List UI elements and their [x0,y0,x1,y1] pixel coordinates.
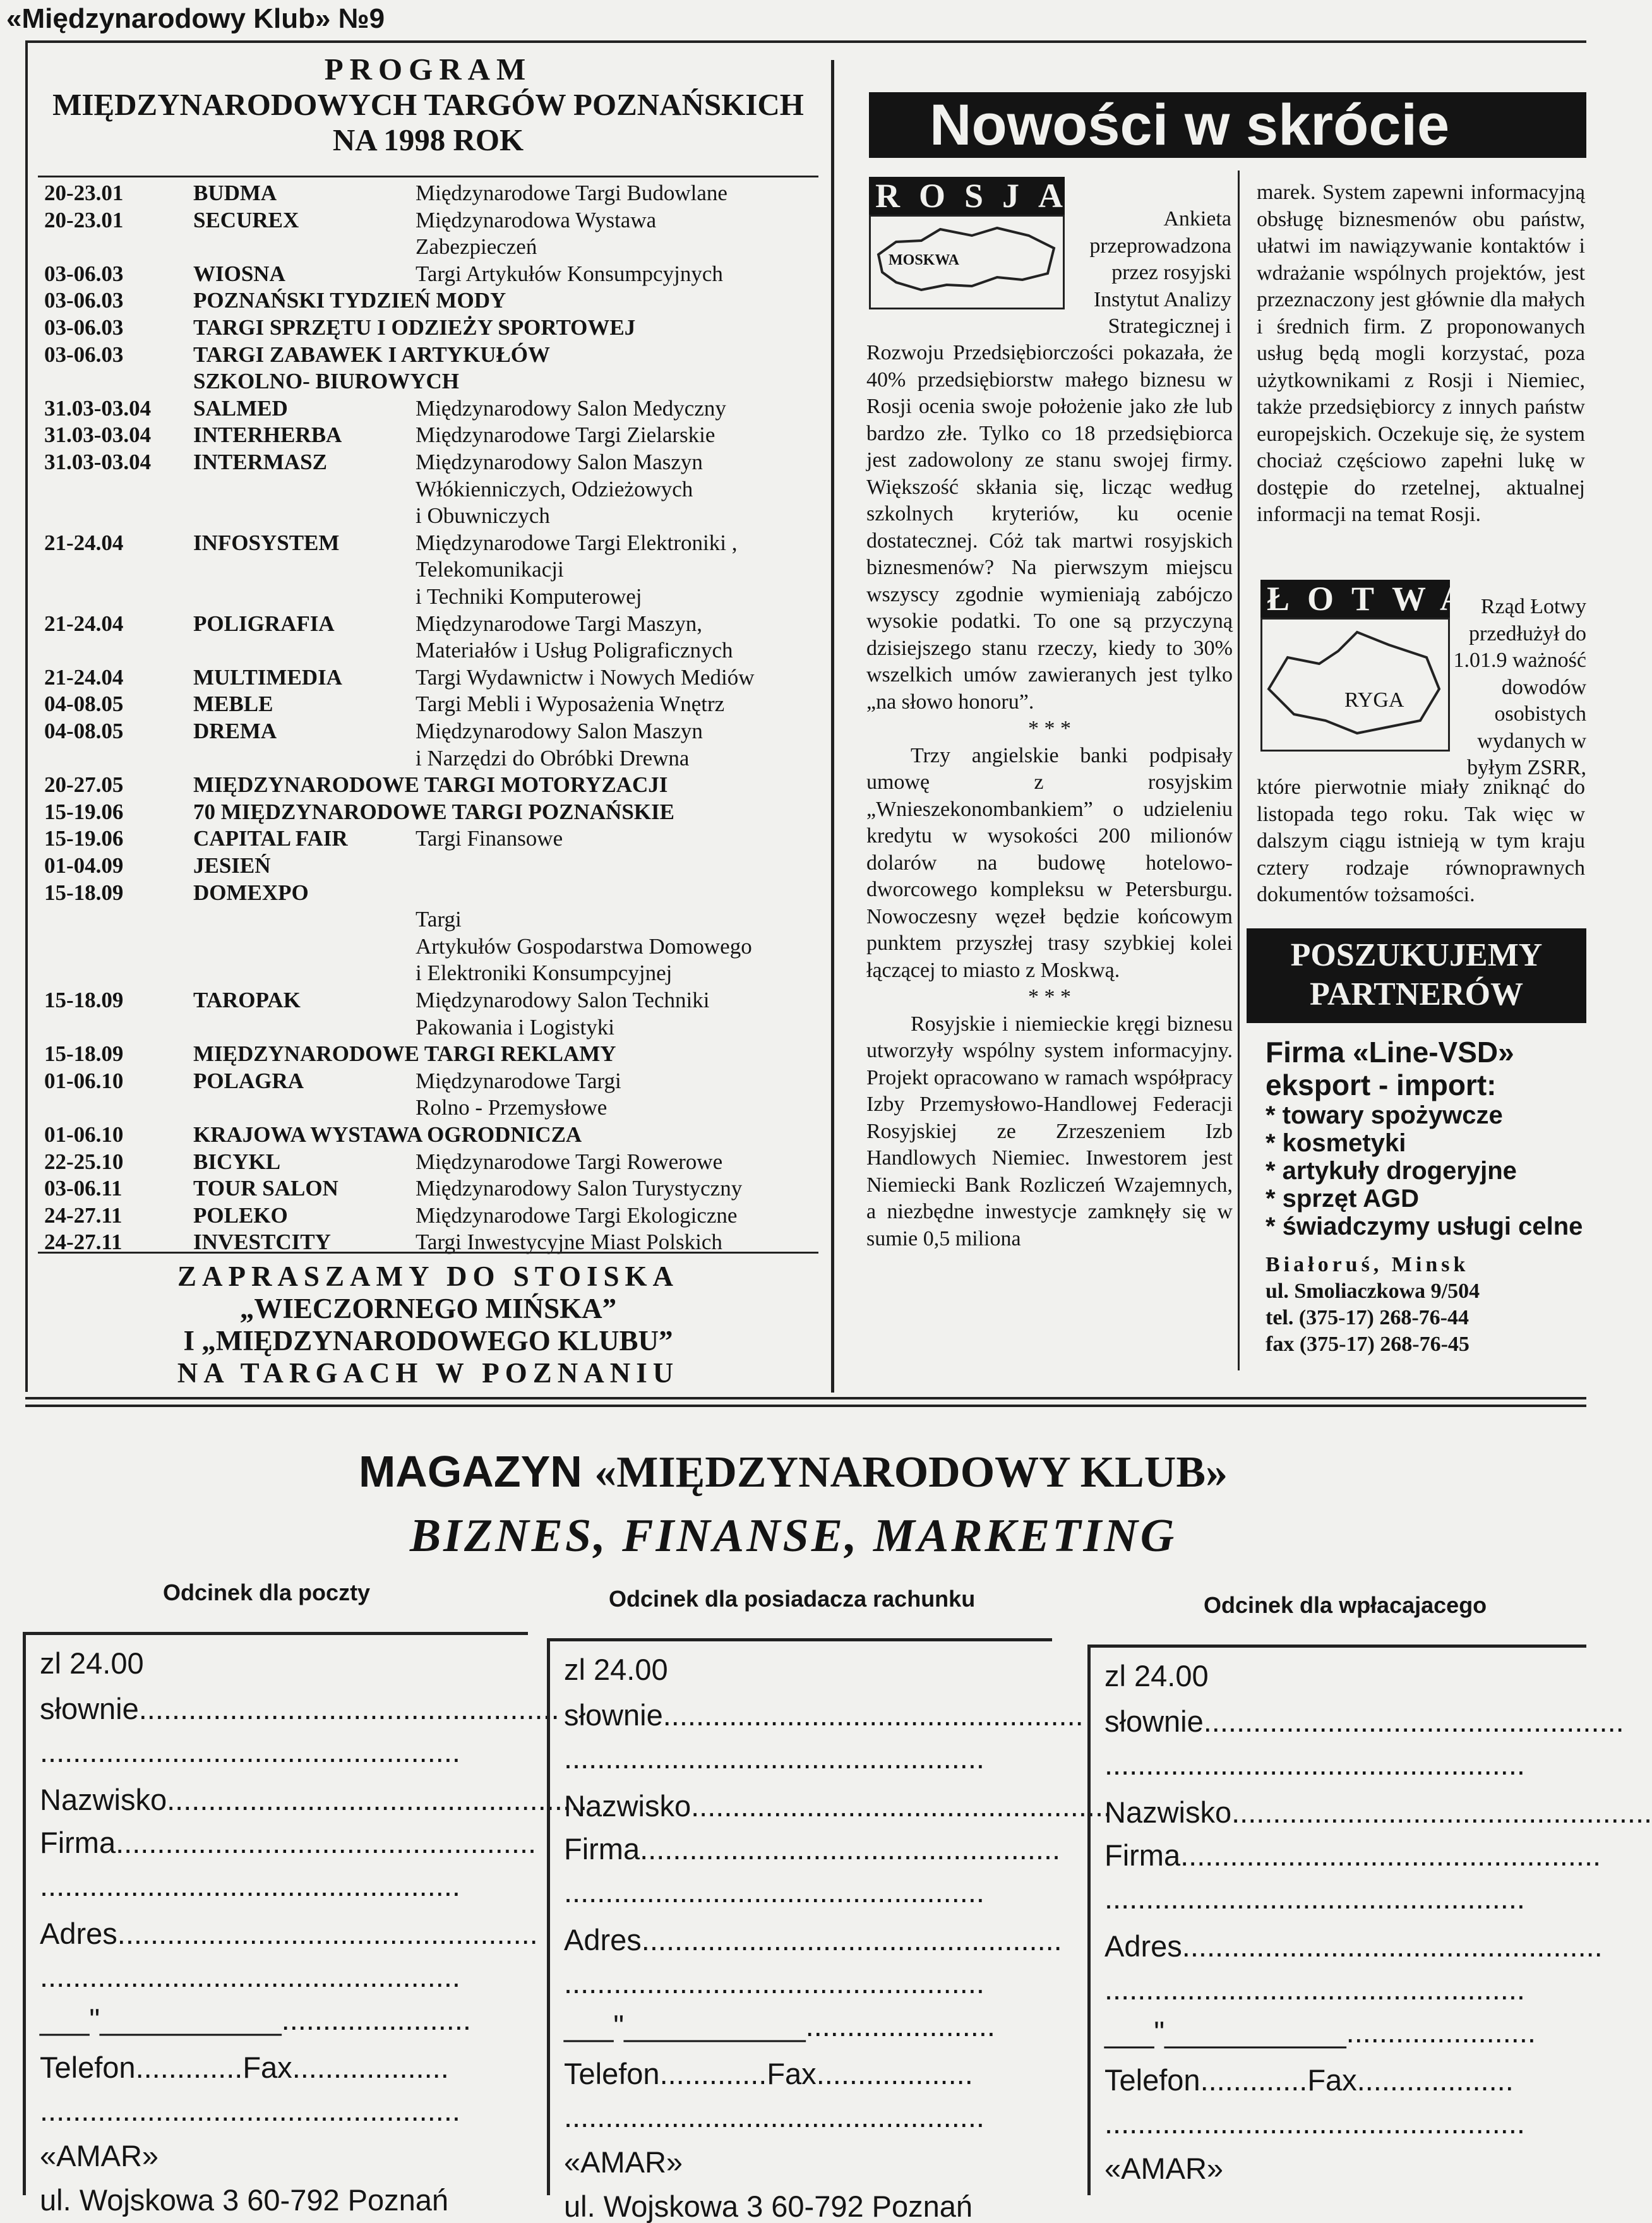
program-row [44,880,821,906]
event-description: Artykułów Gospodarstwa Domowego [416,933,752,959]
fax-label: Fax [767,2057,817,2090]
coupon-line [40,1783,588,1816]
coupon-line [564,2058,1050,2090]
event-date: 03-06.03 [44,315,124,340]
event-description: i Obuwniczych [416,503,550,529]
program-row [44,800,821,825]
fill-in-field[interactable]: ................................................... [40,1960,460,1993]
lotwa-lead-line: Rząd Łotwy [1480,595,1586,618]
event-description: Targi Finansowe [416,826,563,851]
event-name: POLEKO [193,1202,288,1228]
lotwa-lead [1452,594,1586,782]
fill-in-field[interactable]: ................................................... [1104,1881,1525,1915]
coupon-adres: Adres [564,1923,642,1956]
partners-heading-line: PARTNERÓW [1309,976,1524,1012]
lotwa-lead-line: przedłużył do [1469,621,1586,645]
event-description: Międzynarodowy Salon Maszyn [416,450,703,474]
event-description: Materiałów i Usług Poligraficznych [416,638,733,663]
event-date: 03-06.03 [44,342,124,367]
signature-field[interactable]: ___"___________....................... [1104,2015,1536,2049]
coupon-line [1104,1795,1652,1829]
payment-coupon [1087,1645,1652,2195]
fax-field[interactable]: ................... [292,2051,449,2084]
coupon-adres-field[interactable]: ................................................... [117,1917,538,1950]
payment-coupon [547,1638,1112,2223]
event-description: Targi Artykułów Konsumpcyjnych [416,261,723,286]
coupon-slownie: słownie [40,1692,139,1725]
coupon-line [564,1698,1084,1732]
payment-coupon [23,1632,588,2217]
program-row [44,907,821,932]
lotwa-lead-line: osobistych [1494,702,1586,726]
telefon-field[interactable]: ............. [659,2057,767,2090]
coupon-line [40,2095,526,2126]
fill-in-field[interactable]: ................................................... [40,1735,460,1768]
left-rule [25,40,28,1392]
coupon-line [1104,1974,1584,2005]
telefon-label: Telefon [1104,2063,1200,2097]
event-date: 15-19.06 [44,799,124,824]
event-name: INTERMASZ [193,450,327,474]
event-name: DOMEXPO [193,880,309,905]
contact-fax: fax (375-17) 268-76-45 [1266,1333,1469,1356]
coupon-line [1104,2153,1584,2184]
event-name: BICYKL [193,1149,281,1174]
event-description: Rolno - Przemysłowe [416,1095,608,1120]
rosja-lead-line: Instytut Analizy [1093,287,1231,311]
telefon-label: Telefon [564,2057,660,2090]
program-row [44,557,821,582]
event-description: Targi Wydawnictw i Nowych Mediów [416,664,755,690]
event-name: JESIEŃ [193,853,271,878]
page-header: «Międzynarodowy Klub» №9 [6,3,385,34]
event-date: 01-06.10 [44,1122,124,1147]
coupon-recipient: «AMAR» [1104,2152,1224,2185]
fill-in-field[interactable]: ................................................... [1104,2106,1525,2140]
telefon-label: Telefon [40,2051,136,2084]
event-date: 31.03-03.04 [44,395,152,421]
rosja-paragraph: Rosyjskie i niemieckie kręgi biznesu utworzyły wspólny system informacyjny. Projekt opracowano w ramach współpracy Izby Przemysłowo-Handlowej Federacji Rosyjskiej ze Zrzeszeniem Izb Handlowych Niemiec. Inwestorem jest Niemiecki Bank Rozliczeń Wzajemnych, a niezbędne inwestycje zamknęły się w sumie 0,5 miliona [866,1012,1233,1250]
coupon-nazwisko: Nazwisko [1104,1795,1232,1829]
coupon-nazwisko: Nazwisko [40,1783,167,1816]
program-row [44,826,821,851]
event-description: Międzynarodowe Targi Rowerowe [416,1149,723,1174]
event-date: 20-23.01 [44,207,124,232]
coupon-line [40,1961,526,1992]
program-row [44,746,821,771]
partner-item: * towary spożywcze [1266,1101,1503,1129]
program-row [44,422,821,448]
magazine-name: «MIĘDZYNARODOWY KLUB» [594,1448,1228,1497]
partners-offer [1266,1036,1586,1358]
coupon-amount: zl 24.00 [1104,1659,1209,1693]
partner-item: * kosmetyki [1266,1129,1406,1157]
coupon-line [564,1654,1050,1686]
coupon-nazwisko: Nazwisko [564,1789,691,1823]
invitation-line: ZAPRASZAMY DO STOISKA [177,1261,679,1292]
coupon-nazwisko-field[interactable]: ................................................... [167,1783,588,1816]
fax-label: Fax [1307,2063,1357,2097]
event-name: MIĘDZYNARODOWE TARGI MOTORYZACJI [193,772,668,798]
event-description: i Elektroniki Konsumpcyjnej [416,961,673,986]
program-row [44,450,821,475]
coupon-line [1104,1838,1601,1872]
coupon-line [40,1826,537,1859]
signature-field[interactable]: ___"___________....................... [40,2003,471,2036]
program-bottom-rule [38,1252,818,1254]
coupon-line [564,2101,1050,2133]
contact-country: Białoruś, Minsk [1266,1253,1469,1276]
program-row [44,208,821,233]
program-row [44,665,821,690]
rosja-articles [866,340,1233,1363]
coupon-slownie: słownie [1104,1705,1204,1738]
right-column-text [1257,179,1585,549]
coupon-slownie-field[interactable]: ................................................... [138,1692,560,1725]
invitation [38,1261,818,1389]
rosja-paragraph: Rozwoju Przedsiębiorczości pokazała, że 40% przedsiębiorstw małego biznesu w Rosji ocenia swoje położenie jako złe lub bardzo złe. Tylko co 18 przedsiębiorca jest zadowolony ze stanu swojej firmy. Większość skłania się, licząc według szkolnych kryteriów, ku ocenie dostatecznej. Cóż tak martwi rosyjskich biznesmenów? Na pierwszym miejscu wszyscy zgodnie wymieniają zabójczo wysokie podatki. To one są przyczyną dzisiejszego stanu rzeczy, kiedy to 30% wszelkich umów zawieranych jest tylko „na słowo honoru”. [866,341,1233,714]
program-row [44,1122,821,1147]
coupon-adres-field[interactable]: ................................................... [1182,1929,1603,1963]
coupon-slownie-field[interactable]: ................................................... [1203,1705,1624,1738]
coupon-line [40,2140,526,2172]
rosja-lead-line: Strategicznej i [1108,315,1231,338]
event-description: Międzynarodowy Salon Medyczny [416,395,726,421]
program-row [44,853,821,878]
event-date: 03-06.03 [44,261,124,286]
partners-heading-line: POSZUKUJEMY [1290,937,1543,973]
event-name: MULTIMEDIA [193,664,342,690]
program-row [44,315,821,340]
program-row [44,1041,821,1067]
magazine-title [0,1446,1586,1498]
lotwa-lead-line: 1.01.9 ważność [1453,649,1586,672]
coupon-recipient: «AMAR» [40,2139,159,2172]
contact-tel: tel. (375-17) 268-76-44 [1266,1306,1469,1329]
event-date: 15-19.06 [44,826,124,851]
rosja-lead-line: przez rosyjski [1111,261,1231,284]
event-name: SECUREX [193,207,299,232]
program-row [44,988,821,1013]
event-description: Międzynarodowe Targi Zielarskie [416,422,715,448]
partner-item: * świadczymy usługi celne [1266,1213,1583,1240]
event-name: KRAJOWA WYSTAWA OGRODNICZA [193,1122,582,1147]
coupon-line [1104,1705,1624,1738]
coupon-amount: zl 24.00 [40,1646,144,1680]
coupon-caption: Odcinek dla wpłacajacego [1204,1592,1487,1618]
event-name: TAROPAK [193,988,301,1012]
coupon-line [564,1876,1050,1908]
program-row [44,1095,821,1120]
event-description: Międzynarodowy Salon Maszyn [416,719,703,743]
program-title-line: PROGRAM [324,52,532,87]
coupon-adres: Adres [40,1917,117,1950]
coupon-slownie: słownie [564,1698,663,1732]
event-description: Międzynarodowe Targi Budowlane [416,181,727,205]
invitation-line: NA TARGACH W POZNANIU [177,1357,679,1389]
coupon-line [564,1789,1112,1823]
event-description: Pakowania i Logistyki [416,1014,614,1040]
fill-in-field[interactable]: ................................................... [1104,1747,1525,1781]
coupon-amount: zl 24.00 [564,1653,668,1686]
fill-in-field[interactable]: ................................................... [564,2100,985,2133]
program-row [44,961,821,986]
program-title-line: MIĘDZYNARODOWYCH TARGÓW POZNAŃSKICH [52,87,804,122]
program-row [44,692,821,717]
event-name: MIĘDZYNARODOWE TARGI REKLAMY [193,1041,616,1067]
event-name: TOUR SALON [193,1176,338,1201]
moskwa-label: MOSKWA [889,252,960,268]
coupon-line [564,2191,1050,2222]
program-row [44,611,821,637]
event-description: i Techniki Komputerowej [416,584,642,609]
partner-items-list [1266,1101,1586,1240]
event-description: Międzynarodowe Targi [416,1068,621,1093]
coupon-line [564,1967,1050,1999]
coupon-line [1104,2016,1584,2048]
contact-street: ul. Smoliaczkowa 9/504 [1266,1279,1480,1303]
news-heading: Nowości w skrócie [869,92,1586,158]
coupon-line [564,2147,1050,2178]
program-row [44,342,821,368]
coupon-line [1104,1929,1603,1963]
event-description: Zabezpieczeń [416,234,537,260]
coupon-line [1104,1660,1584,1692]
event-date: 24-27.11 [44,1230,123,1255]
fax-field[interactable]: ................... [816,2057,973,2090]
program-row [44,261,821,287]
coupon-slownie-field[interactable]: ................................................... [662,1698,1084,1732]
program-row [44,638,821,663]
event-name: SALMED [193,395,288,421]
coupon-adres-field[interactable]: ................................................... [641,1923,1062,1956]
program-row [44,584,821,609]
partner-item: * artykuły drogeryjne [1266,1157,1517,1185]
event-name: SZKOLNO- BIUROWYCH [193,369,460,394]
program-row [44,1069,821,1094]
event-name: MEBLE [193,692,273,717]
fax-field[interactable]: ................... [1356,2063,1514,2097]
event-name: 70 MIĘDZYNARODOWE TARGI POZNAŃSKIE [193,799,674,824]
event-name: CAPITAL FAIR [193,826,348,851]
russia-map-icon [869,215,1065,309]
event-description: Międzynarodowy Salon Techniki [416,988,710,1012]
coupon-nazwisko-field[interactable]: ................................................... [1231,1795,1652,1829]
coupon-firma-field[interactable]: ................................................... [116,1826,537,1859]
coupon-firma-field[interactable]: ................................................... [1180,1838,1601,1872]
coupon-firma: Firma [1104,1838,1181,1872]
lotwa-lead-line: dowodów [1501,675,1586,699]
rosja-lead-line: Ankieta [1163,207,1231,231]
lotwa-lead-line: byłym ZSRR, [1467,756,1586,779]
firm-activity: eksport - import: [1266,1069,1497,1101]
coupon-adres: Adres [1104,1929,1182,1963]
coupon-nazwisko-field[interactable]: ................................................... [691,1789,1112,1823]
rosja-lead-line: przeprowadzona [1089,234,1231,258]
separator-stars: * * * [1028,717,1071,740]
coupon-address-line: ul. Wojskowa 3 60-792 Poznań [564,2190,973,2223]
partners-heading [1247,928,1586,1023]
column-divider [831,60,834,1393]
coupon-line [40,2004,526,2035]
coupon-firma: Firma [40,1826,116,1859]
event-date: 03-06.03 [44,288,124,313]
event-description: Międzynarodowe Targi Elektroniki , [416,530,738,555]
coupon-line [1104,1749,1584,1780]
program-row [44,1015,821,1040]
fill-in-field[interactable]: ................................................... [40,1869,460,1902]
coupon-line [564,1923,1062,1956]
separator-stars: * * * [1028,985,1071,1009]
ryga-label: RYGA [1344,688,1404,712]
event-date: 20-23.01 [44,181,124,205]
program-row [44,530,821,556]
fax-label: Fax [242,2051,292,2084]
coupon-line [40,2052,526,2083]
coupon-firma: Firma [564,1832,640,1866]
event-description: Włókienniczych, Odzieżowych [416,476,693,501]
event-name: POLIGRAFIA [193,611,335,636]
magazine-prefix: MAGAZYN [358,1447,595,1496]
firm-name: Firma «Line-VSD» [1266,1036,1514,1069]
program-row [44,181,821,206]
section-rule [25,1405,1586,1407]
coupon-line [1104,2064,1584,2096]
coupon-line [40,1917,538,1950]
event-name: INVESTCITY [193,1230,331,1255]
telefon-field[interactable]: ............. [1200,2063,1308,2097]
event-description: Międzynarodowe Targi Ekologiczne [416,1202,738,1228]
fill-in-field[interactable]: ................................................... [564,1966,985,1999]
event-date: 04-08.05 [44,692,124,717]
event-description: Targi Inwestycyjne Miast Polskich [416,1230,722,1255]
event-date: 01-04.09 [44,853,124,878]
invitation-line: I „MIĘDZYNARODOWEGO KLUBU” [183,1325,673,1357]
top-rule [25,40,1586,43]
latvia-map-icon [1260,618,1450,752]
fill-in-field[interactable]: ................................................... [564,1741,985,1775]
event-description: Targi Mebli i Wyposażenia Wnętrz [416,692,725,717]
event-description: Telekomunikacji [416,557,564,582]
event-date: 15-18.09 [44,880,124,905]
event-description: i Narzędzi do Obróbki Drewna [416,745,690,770]
column-divider-right [1238,171,1240,1370]
coupon-recipient: «AMAR» [564,2145,683,2179]
partner-item: * sprzęt AGD [1266,1185,1420,1213]
coupon-line [40,1870,526,1902]
event-name: POLAGRA [193,1068,304,1093]
event-description: Międzynarodowy Salon Turystyczny [416,1176,743,1201]
program-row [44,503,821,529]
event-date: 31.03-03.04 [44,422,152,448]
event-name: TARGI ZABAWEK I ARTYKUŁÓW [193,342,551,367]
event-name: INTERHERBA [193,422,342,448]
program-title-line: NA 1998 ROK [332,123,524,157]
program-row [44,934,821,959]
event-description: Międzynarodowa Wystawa [416,207,657,232]
coupon-line [564,2010,1050,2042]
lotwa-lead-line: wydanych w [1477,729,1586,753]
coupon-line [40,1648,526,1679]
fill-in-field[interactable]: ................................................... [564,1875,985,1908]
article-paragraph: które pierwotnie miały zniknąć do listopada tego roku. Tak więc w dalszym ciągu istnieją w tym kraju cztery rodzaje równoprawnych dokumentów tożsamości. [1257,776,1585,906]
lotwa-label: ŁOTWA [1260,580,1450,618]
event-date: 24-27.11 [44,1202,123,1228]
invitation-line: „WIECZORNEGO MIŃSKA” [239,1293,617,1324]
event-date: 21-24.04 [44,664,124,690]
event-name: WIOSNA [193,261,285,286]
program-row [44,772,821,798]
coupon-line [1104,1883,1584,1914]
program-row [44,1203,821,1228]
rosja-paragraph: Trzy angielskie banki podpisały umowę z rosyjskim „Wnieszekonombankiem” o udzieleniu kredytu w wysokości 200 milionów dolarów na budowę hotelowo-dworcowego kompleksu w Petersburgu. Nowoczesny węzeł będzie końcowym punktem przyszłej trasy szybkiej kolei łączącej to miasto z Moskwą. [866,743,1233,982]
program-row [44,1149,821,1175]
event-date: 15-18.09 [44,1041,124,1067]
rosja-label: ROSJA [869,177,1065,215]
section-rule [25,1397,1586,1399]
lotwa-article [1257,774,1585,913]
article-paragraph: marek. System zapewni informacyjną obsługę biznesmenów obu państw, ułatwi im nawiązywanie kontaktów i wdrażanie wspólnych projektów, jest przeznaczony jest głównie dla małych i średnich firm. Z proponowanych usług będą mogli korzystać, poza użytkownikami z Rosji i Niemiec, także przedsiębiorcy z innych państw europejskich. Oczekuje się, że system chociaż częściowo zapełni lukę w dostępie do rzetelnej, aktualnej informacji na temat Rosji. [1257,181,1585,526]
program-title [30,52,826,158]
program-rule [38,176,818,177]
event-date: 31.03-03.04 [44,450,152,474]
event-name: BUDMA [193,181,277,205]
event-name: INFOSYSTEM [193,530,340,555]
program-row [44,369,821,394]
event-date: 04-08.05 [44,719,124,743]
event-date: 21-24.04 [44,611,124,636]
coupon-caption: Odcinek dla poczty [163,1579,371,1605]
coupon-line [564,1742,1050,1774]
fill-in-field[interactable]: ................................................... [40,2094,460,2127]
event-date: 20-27.05 [44,772,124,798]
event-description: Międzynarodowe Targi Maszyn, [416,611,703,636]
coupon-firma-field[interactable]: ................................................... [640,1832,1061,1866]
rosja-lead [1074,206,1231,340]
coupon-line [40,1736,526,1768]
program-row [44,396,821,421]
event-date: 03-06.11 [44,1176,123,1201]
telefon-field[interactable]: ............. [135,2051,243,2084]
fill-in-field[interactable]: ................................................... [1104,1972,1525,2006]
coupon-line [1104,2107,1584,2139]
event-date: 01-06.10 [44,1068,124,1093]
program-row [44,477,821,502]
event-name: DREMA [193,719,277,743]
program-row [44,234,821,260]
event-name: POZNAŃSKI TYDZIEŃ MODY [193,288,506,313]
program-row [44,288,821,313]
coupon-line [40,2184,526,2216]
event-date: 21-24.04 [44,530,124,555]
program-row [44,719,821,744]
coupon-line [40,1692,560,1725]
event-description: Targi [416,907,462,932]
magazine-subtitle: BIZNES, FINANSE, MARKETING [409,1510,1177,1562]
event-name: TARGI SPRZĘTU I ODZIEŻY SPORTOWEJ [193,315,636,340]
signature-field[interactable]: ___"___________....................... [564,2009,995,2042]
coupon-line [564,1832,1061,1866]
coupon-caption: Odcinek dla posiadacza rachunku [609,1586,976,1612]
event-date: 22-25.10 [44,1149,124,1174]
coupon-address-line: ul. Wojskowa 3 60-792 Poznań [40,2183,449,2217]
event-date: 15-18.09 [44,988,124,1012]
program-row [44,1176,821,1201]
